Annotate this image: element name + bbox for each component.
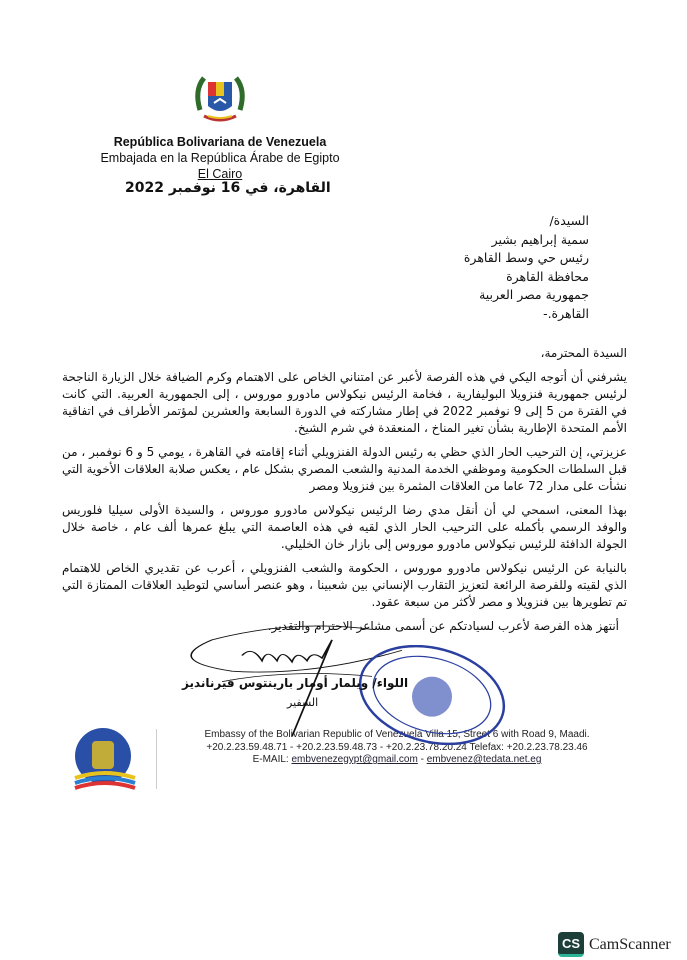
letter-flow <box>62 345 627 803</box>
camscanner-watermark <box>558 932 671 957</box>
letterhead <box>90 70 350 182</box>
coat-of-arms-icon <box>190 70 250 130</box>
letter-date: القاهرة، في 16 نوفمبر 2022 <box>125 180 331 196</box>
letter-body <box>62 345 627 611</box>
recipient-line: سمية إبراهيم بشير <box>491 231 589 247</box>
body-paragraph: بهذا المعنى، اسمحي لي أن أنقل مدي رضا الرئيس نيكولاس مادورو موروس ، والسيدة الأولى سيليا فلوريس والوفد الرسمي بأكمله على الترحيب الحار الذي لقيه في هذه العاصمة التي يبلغ عمرها ألف عام ، خاصة خلال الجولة الدافئة للرئيس نيكولاس مادورو موروس إلى بازار خان الخليلي. <box>62 503 627 551</box>
footer-address: Embassy of the Bolivarian Republic of Venezuela Villa 15, Street 6 with Road 9, Maadi. <box>204 729 590 740</box>
embassy-stamp-icon <box>347 645 517 745</box>
embassy-logo-icon <box>70 723 140 803</box>
email-label: E-MAIL: <box>252 754 289 765</box>
body-paragraph: يشرفني أن أتوجه اليكي في هذه الفرصة لأعبر عن امتناني الخاص على الاهتمام وكرم الضيافة خلال الزيارة الناجحة لرئيس جمهورية فنزويلا البوليفارية ، فخامة الرئيس نيكولاس مادورو موروس ، إلى الجمهورية العربية. التي كانت في الفترة من 5 إلى 9 نوفمبر 2022 في إطار مشاركته في الدورة السابعة والعشرين لمؤتمر الأطراف في اتفاقية الأمم المتحدة الإطارية بشأن تغير المناخ ، المنعقدة في شرم الشيخ. <box>62 370 627 435</box>
recipient-line: محافظة القاهرة <box>506 268 589 284</box>
recipient-line: جمهورية مصر العربية <box>479 287 589 302</box>
recipient-line: القاهرة.- <box>543 305 589 321</box>
signatory-name: اللواء/ ويلمار أومار بارينتوس فيرنانديز <box>182 676 409 690</box>
email-link-gmail[interactable]: embvenezegypt@gmail.com <box>291 754 418 765</box>
letterhead-country: República Bolivariana de Venezuela <box>113 135 327 149</box>
signatory-title: السفير <box>287 696 319 709</box>
recipient-block <box>464 212 589 323</box>
footer-email <box>167 754 627 767</box>
closing-line: أنتهز هذه الفرصة لأعرب لسيادتكم عن أسمى مشاعر الاحترام والتقدير. <box>267 619 619 633</box>
recipient-line: السيدة/ <box>549 213 589 228</box>
body-paragraph: بالنيابة عن الرئيس نيكولاس مادورو موروس ، الحكومة والشعب الفنزويلي ، أعرب عن تقديري الخاص للاهتمام الذي لقيته وللفرصة الرائعة لتعزيز التقارب الإنساني بين شعبينا ، وهو عنصر أساسي لتوطيد العلاقات الممتازة التي تم تطويرها بين فنزويلا و مصر لأكثر من سبعة عقود. <box>62 561 627 609</box>
recipient-line: رئيس حي وسط القاهرة <box>463 250 589 265</box>
footer-divider <box>156 729 157 789</box>
email-link-tedata[interactable]: embvenez@tedata.net.eg <box>426 754 542 765</box>
footer-phones: +20.2.23.59.48.71 - +20.2.23.59.48.73 - +20.2.23.78.20.24 Telefax: +20.2.23.78.23.46 <box>206 741 588 753</box>
signature-block <box>62 639 627 717</box>
camscanner-icon: CS <box>558 932 584 957</box>
salutation: السيدة المحترمة، <box>540 346 627 360</box>
body-paragraph: عزيزتي، إن الترحيب الحار الذي حظي به رئيس الدولة الفنزويلي أثناء إقامته في القاهرة ، يومي 5 و 6 نوفمبر ، من قبل السلطات الحكومية وموظفي الخدمة المدنية والشعب المصري بشكل عام ، يعكس صلابة العلاقات الأخوية التي نشأت على مدار 72 عاما من العلاقات المثمرة بين فنزويلا ومصر <box>62 445 627 493</box>
letterhead-city: El Cairo <box>197 167 243 181</box>
camscanner-label: CamScanner <box>589 935 671 953</box>
letterhead-embassy: Embajada en la República Árabe de Egipto <box>100 151 340 165</box>
email-separator: - <box>417 754 427 765</box>
